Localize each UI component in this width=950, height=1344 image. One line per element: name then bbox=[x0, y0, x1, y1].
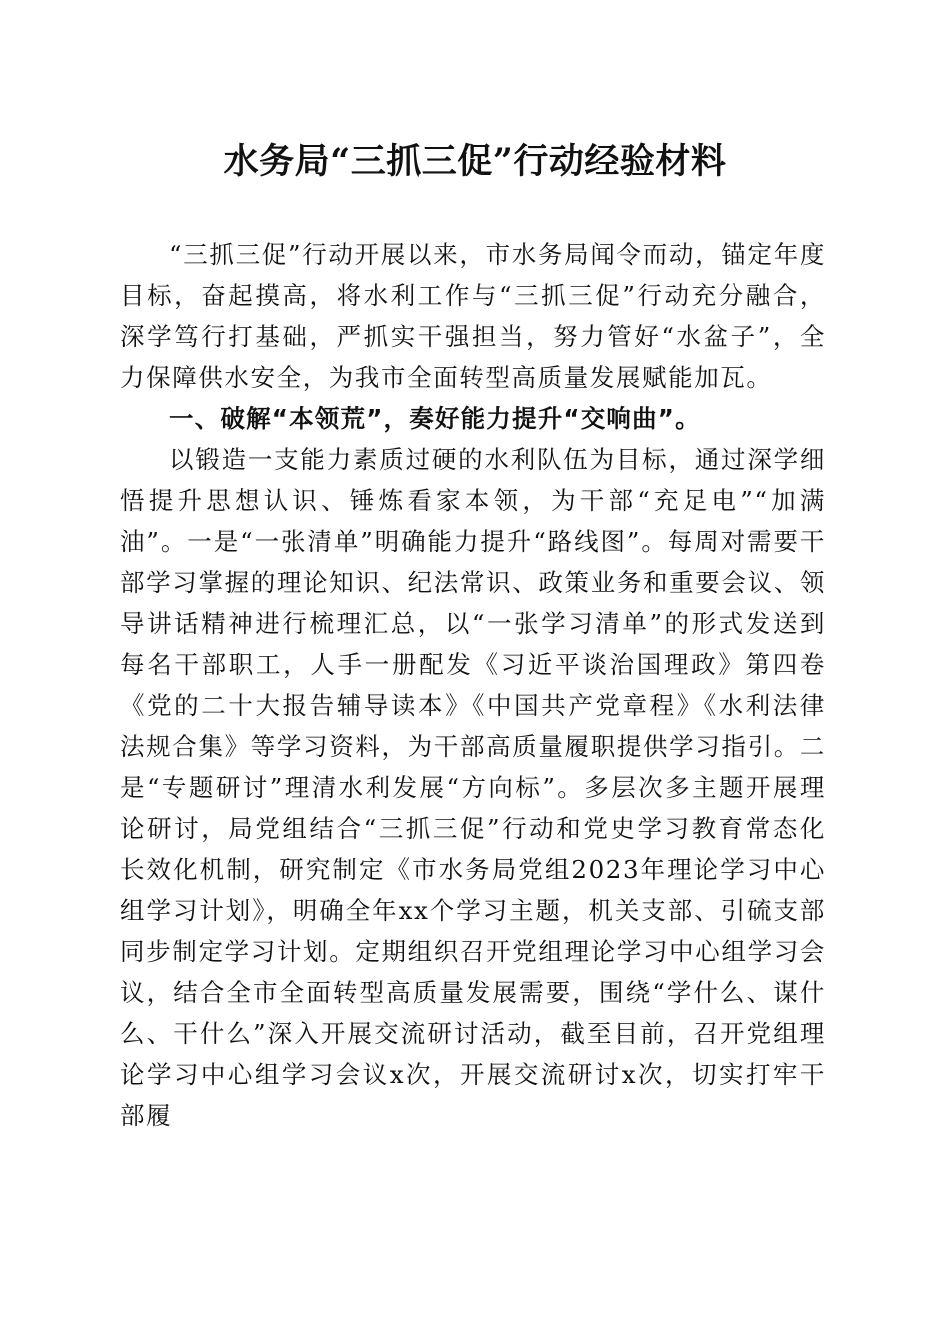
intro-paragraph: “三抓三促”行动开展以来，市水务局闻令而动，锚定年度目标，奋起摸高，将水利工作与“三抓三促”行动充分融合，深学笃行打基础，严抓实干强担当，努力管好“水盆子”，全力保障供水安全，为我市全面转型高质量发展赋能加瓦。 bbox=[120, 240, 826, 392]
document-title: 水务局“三抓三促”行动经验材料 bbox=[223, 141, 727, 182]
section-1-paragraph: 以锻造一支能力素质过硬的水利队伍为目标，通过深学细悟提升思想认识、锤炼看家本领，为干部“充足电”“加满油”。一是“一张清单”明确能力提升“路线图”。每周对需要干部学习掌握的理论知识、纪法常识、政策业务和重要会议、领导讲话精神进行梳理汇总，以“一张学习清单”的形式发送到每名干部职工，人手一册配发《习近平谈治国理政》第四卷《党的二十大报告辅导读本》《中国共产党章程》《水利法律法规合集》等学习资料，为干部高质量履职提供学习指引。二是“专题研讨”理清水利发展“方向标”。多层次多主题开展理论研讨，局党组结合“三抓三促”行动和党史学习教育常态化长效化机制，研究制定《市水务局党组2023年理论学习中心组学习计划》，明确全年xx个学习主题，机关支部、引硫支部同步制定学习计划。定期组织召开党组理论学习中心组学习会议，结合全市全面转型高质量发展需要，围绕“学什么、谋什么、干什么”深入开展交流研讨活动，截至目前，召开党组理论学习中心组学习会议x次，开展交流研讨x次，切实打牢干部履 bbox=[120, 445, 826, 1130]
document-body bbox=[120, 234, 826, 1136]
section-1-heading: 一、破解“本领荒”，奏好能力提升“交响曲”。 bbox=[169, 404, 701, 433]
